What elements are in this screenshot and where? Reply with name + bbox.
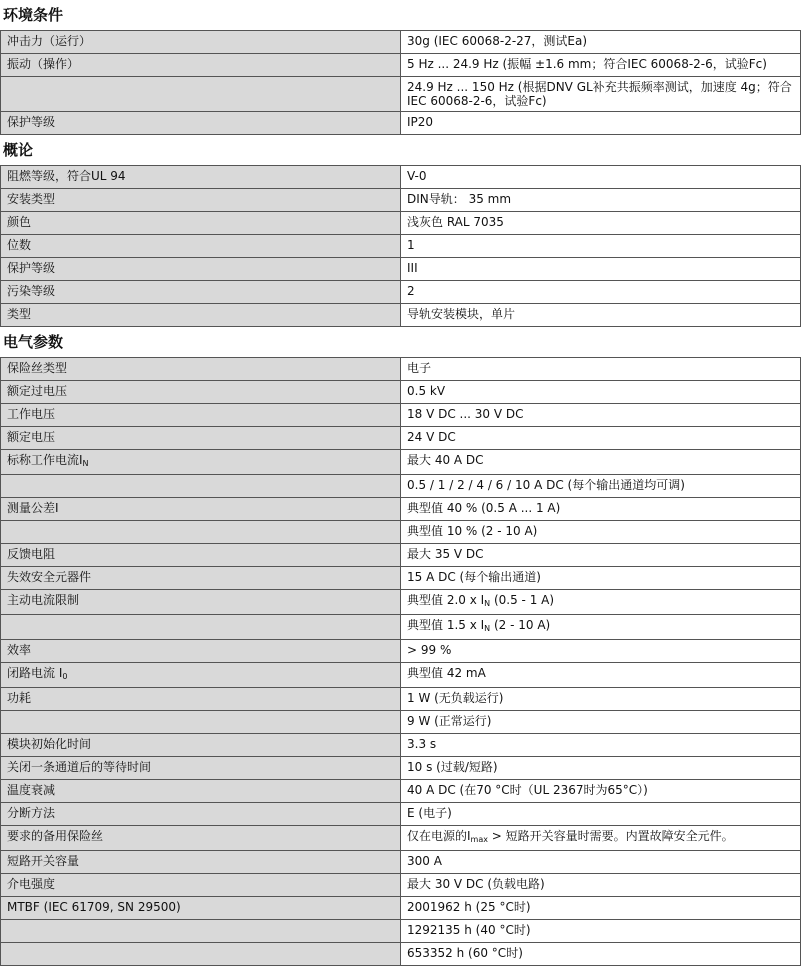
property-value: 典型值 42 mA	[407, 666, 486, 680]
property-value: III	[407, 261, 418, 275]
property-name: 保护等级	[7, 115, 56, 129]
table-row	[1, 498, 801, 521]
table-row	[1, 803, 801, 826]
property-name: 短路开关容量	[7, 854, 80, 868]
property-value-cell	[401, 475, 801, 498]
property-value-cell	[401, 166, 801, 189]
spec-table	[0, 357, 801, 966]
table-row	[1, 640, 801, 663]
property-value: 3.3 s	[407, 737, 437, 751]
property-value: 1292135 h (40 °C时)	[407, 923, 531, 937]
table-row	[1, 920, 801, 943]
property-name: 冲击力（运行）	[7, 34, 92, 48]
property-value-subscript: N	[484, 599, 491, 608]
property-value: DIN导轨： 35 mm	[407, 192, 512, 206]
property-value-cell	[401, 780, 801, 803]
property-name-cell	[1, 640, 401, 663]
property-name: 保护等级	[7, 261, 56, 275]
property-name-subscript: 0	[62, 672, 68, 681]
property-value: 30g (IEC 60068-2-27，测试Ea)	[407, 34, 588, 48]
property-name: MTBF (IEC 61709, SN 29500)	[7, 900, 181, 914]
table-row	[1, 31, 801, 54]
property-name-cell	[1, 757, 401, 780]
table-row	[1, 567, 801, 590]
property-name: 工作电压	[7, 407, 56, 421]
property-name: 颜色	[7, 215, 32, 229]
property-value: 典型值 2.0 x I	[407, 593, 485, 607]
property-name-cell	[1, 498, 401, 521]
property-name: 模块初始化时间	[7, 737, 92, 751]
property-value: 5 Hz ... 24.9 Hz (振幅 ±1.6 mm；符合IEC 60068-2-6，试验Fc)	[407, 57, 767, 71]
table-row	[1, 734, 801, 757]
table-row	[1, 77, 801, 112]
property-name-cell	[1, 54, 401, 77]
property-value-cell	[401, 258, 801, 281]
table-row	[1, 590, 801, 615]
property-name: 要求的备用保险丝	[7, 829, 104, 843]
property-name: 安装类型	[7, 192, 56, 206]
table-row	[1, 897, 801, 920]
property-name: 失效安全元器件	[7, 570, 92, 584]
table-row	[1, 757, 801, 780]
property-name: 保险丝类型	[7, 361, 68, 375]
property-name: 阻燃等级，符合UL 94	[7, 169, 126, 183]
property-value-cell	[401, 943, 801, 966]
property-value-cell	[401, 235, 801, 258]
property-value: 典型值 40 % (0.5 A ... 1 A)	[407, 501, 561, 515]
property-name: 类型	[7, 307, 32, 321]
property-name-cell	[1, 212, 401, 235]
property-value-cell	[401, 734, 801, 757]
property-name: 效率	[7, 643, 32, 657]
property-value: 0.5 / 1 / 2 / 4 / 6 / 10 A DC (每个输出通道均可调)	[407, 478, 685, 492]
property-value: 2	[407, 284, 415, 298]
table-row	[1, 281, 801, 304]
property-value-suffix: (2 - 10 A)	[490, 618, 551, 632]
property-value: 1	[407, 238, 415, 252]
table-row	[1, 304, 801, 327]
property-name-cell	[1, 780, 401, 803]
property-name-cell	[1, 874, 401, 897]
table-row	[1, 851, 801, 874]
property-value-cell	[401, 112, 801, 135]
property-value-cell	[401, 54, 801, 77]
property-value-subscript: N	[484, 624, 491, 633]
property-value-cell	[401, 31, 801, 54]
property-name-cell	[1, 943, 401, 966]
property-value-cell	[401, 521, 801, 544]
table-row	[1, 475, 801, 498]
table-row	[1, 521, 801, 544]
property-value-cell	[401, 757, 801, 780]
table-row	[1, 54, 801, 77]
table-row	[1, 189, 801, 212]
property-value: 24.9 Hz ... 150 Hz (根据DNV GL补充共振频率测试，加速度 4g；符合 IEC 60068-2-6，试验Fc)	[407, 80, 792, 108]
table-row	[1, 780, 801, 803]
property-name-cell	[1, 112, 401, 135]
table-row	[1, 544, 801, 567]
property-value-cell	[401, 358, 801, 381]
table-row	[1, 688, 801, 711]
table-row	[1, 943, 801, 966]
property-name-cell	[1, 803, 401, 826]
section-title: 概论	[3, 141, 34, 159]
table-row	[1, 663, 801, 688]
property-name: 介电强度	[7, 877, 56, 891]
property-name: 测量公差I	[7, 501, 59, 515]
property-value: 40 A DC (在70 °C时（UL 2367时为65°C）)	[407, 783, 648, 797]
property-value-cell	[401, 590, 801, 615]
property-value-cell	[401, 498, 801, 521]
table-row	[1, 874, 801, 897]
property-value: 导轨安装模块，单片	[407, 307, 516, 321]
property-name-cell	[1, 475, 401, 498]
property-value: 仅在电源的I	[407, 829, 471, 843]
property-value-cell	[401, 663, 801, 688]
table-row	[1, 711, 801, 734]
property-value-cell	[401, 567, 801, 590]
property-value: 最大 35 V DC	[407, 547, 484, 561]
property-value: 电子	[407, 361, 432, 375]
property-name-cell	[1, 544, 401, 567]
property-name: 位数	[7, 238, 32, 252]
spec-table	[0, 30, 801, 135]
property-value: 典型值 10 % (2 - 10 A)	[407, 524, 538, 538]
table-row	[1, 450, 801, 475]
property-name-cell	[1, 851, 401, 874]
property-name-cell	[1, 688, 401, 711]
property-value: V-0	[407, 169, 427, 183]
property-name: 额定过电压	[7, 384, 68, 398]
property-value: 最大 40 A DC	[407, 453, 484, 467]
property-value-cell	[401, 615, 801, 640]
table-row	[1, 258, 801, 281]
property-value-cell	[401, 640, 801, 663]
property-value-cell	[401, 920, 801, 943]
property-value-cell	[401, 803, 801, 826]
property-name-cell	[1, 826, 401, 851]
property-name-cell	[1, 31, 401, 54]
table-row	[1, 166, 801, 189]
property-name-cell	[1, 166, 401, 189]
property-name: 反馈电阻	[7, 547, 56, 561]
property-value: IP20	[407, 115, 434, 129]
property-value: 653352 h (60 °C时)	[407, 946, 523, 960]
property-name-cell	[1, 615, 401, 640]
property-value: 18 V DC ... 30 V DC	[407, 407, 524, 421]
property-name-cell	[1, 281, 401, 304]
section-title: 电气参数	[3, 333, 64, 351]
property-name: 闭路电流 I	[7, 666, 63, 680]
table-row	[1, 112, 801, 135]
property-value-suffix: > 短路开关容量时需要。内置故障安全元件。	[487, 829, 734, 843]
property-name-cell	[1, 189, 401, 212]
property-name: 振动（操作）	[7, 57, 80, 71]
property-value: 15 A DC (每个输出通道)	[407, 570, 541, 584]
property-name-cell	[1, 450, 401, 475]
property-name-cell	[1, 404, 401, 427]
property-value-cell	[401, 874, 801, 897]
property-value-cell	[401, 897, 801, 920]
property-value-cell	[401, 826, 801, 851]
table-row	[1, 358, 801, 381]
property-value-cell	[401, 212, 801, 235]
property-value: 典型值 1.5 x I	[407, 618, 485, 632]
property-name-cell	[1, 381, 401, 404]
property-name-cell	[1, 711, 401, 734]
property-name-cell	[1, 663, 401, 688]
property-name-cell	[1, 77, 401, 112]
property-name: 主动电流限制	[7, 593, 80, 607]
property-name-cell	[1, 304, 401, 327]
property-name-cell	[1, 521, 401, 544]
property-value-suffix: (0.5 - 1 A)	[490, 593, 555, 607]
property-value-cell	[401, 189, 801, 212]
property-name-cell	[1, 567, 401, 590]
property-value-cell	[401, 77, 801, 112]
property-value: 2001962 h (25 °C时)	[407, 900, 531, 914]
property-value-cell	[401, 404, 801, 427]
property-name-cell	[1, 427, 401, 450]
table-row	[1, 615, 801, 640]
property-value: E (电子)	[407, 806, 452, 820]
table-row	[1, 235, 801, 258]
property-name: 污染等级	[7, 284, 56, 298]
property-value: 1 W (无负载运行)	[407, 691, 504, 705]
property-name: 关闭一条通道后的等待时间	[7, 760, 152, 774]
table-row	[1, 404, 801, 427]
property-name-cell	[1, 897, 401, 920]
property-value: 9 W (正常运行)	[407, 714, 492, 728]
property-value: 0.5 kV	[407, 384, 446, 398]
property-value-cell	[401, 450, 801, 475]
table-row	[1, 212, 801, 235]
property-value-subscript: max	[470, 835, 488, 844]
property-name: 额定电压	[7, 430, 56, 444]
property-value: 300 A	[407, 854, 442, 868]
property-value: 24 V DC	[407, 430, 456, 444]
property-name-cell	[1, 358, 401, 381]
property-value-cell	[401, 427, 801, 450]
property-value-cell	[401, 381, 801, 404]
property-name-cell	[1, 590, 401, 615]
property-name-subscript: N	[82, 459, 89, 468]
property-value: 10 s (过载/短路)	[407, 760, 498, 774]
property-value-cell	[401, 851, 801, 874]
table-row	[1, 826, 801, 851]
property-name-cell	[1, 920, 401, 943]
property-value-cell	[401, 688, 801, 711]
table-row	[1, 427, 801, 450]
property-name-cell	[1, 235, 401, 258]
spec-table	[0, 165, 801, 327]
property-name: 功耗	[7, 691, 32, 705]
property-name-cell	[1, 258, 401, 281]
table-row	[1, 381, 801, 404]
property-name-cell	[1, 734, 401, 757]
section-title: 环境条件	[3, 6, 64, 24]
property-name: 分断方法	[7, 806, 56, 820]
property-value-cell	[401, 304, 801, 327]
property-name: 标称工作电流I	[7, 453, 83, 467]
property-value: 最大 30 V DC (负载电路)	[407, 877, 545, 891]
property-name: 温度衰减	[7, 783, 56, 797]
property-value: 浅灰色 RAL 7035	[407, 215, 504, 229]
property-value-cell	[401, 281, 801, 304]
property-value: > 99 %	[407, 643, 452, 657]
property-value-cell	[401, 711, 801, 734]
property-value-cell	[401, 544, 801, 567]
